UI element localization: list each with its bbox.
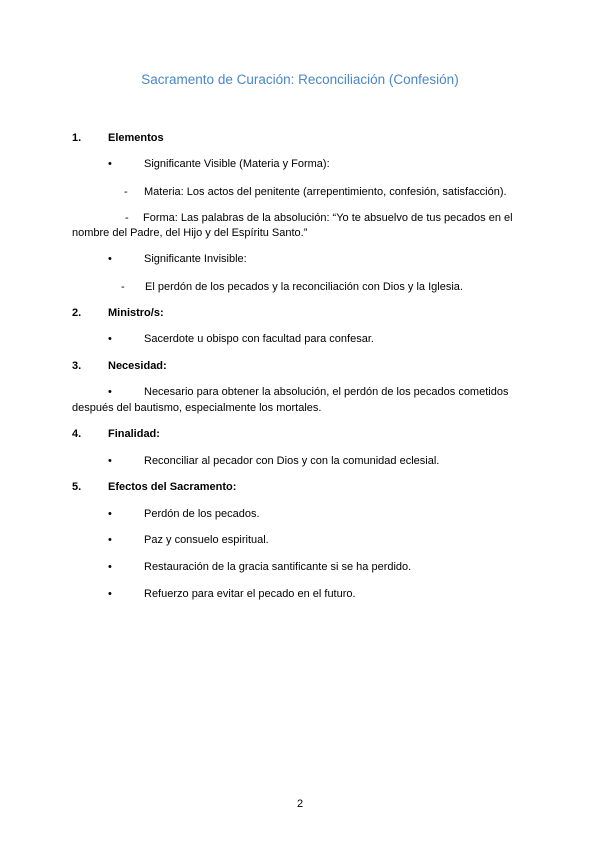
ministro-text: Sacerdote u obispo con facultad para confesar. [144,333,374,345]
elementos-invisible: Significante Invisible: [144,253,247,265]
page-number: 2 [296,798,304,810]
section-heading-finalidad: Finalidad: [108,428,160,440]
dash-marker: - [121,281,125,293]
section-heading-necesidad: Necesidad: [108,360,167,372]
bullet-marker: • [108,508,112,520]
bullet-marker: • [108,561,112,573]
section-number-2: 2. [72,307,82,319]
dash-marker: - [124,186,128,198]
efecto-item: Refuerzo para evitar el pecado en el futuro. [144,588,356,600]
section-number-3: 3. [72,360,82,372]
elementos-visible: Significante Visible (Materia y Forma): [144,158,330,170]
bullet-marker: • [108,534,112,546]
efecto-item: Paz y consuelo espiritual. [144,534,269,546]
elementos-invisible-detail: El perdón de los pecados y la reconciliación con Dios y la Iglesia. [145,281,463,293]
finalidad-text: Reconciliar al pecador con Dios y con la comunidad eclesial. [144,455,440,467]
section-heading-ministro: Ministro/s: [108,307,164,319]
elementos-materia: Materia: Los actos del penitente (arrepentimiento, confesión, satisfacción). [144,186,507,198]
bullet-marker: • [108,333,112,345]
necesidad-line1: Necesario para obtener la absolución, el perdón de los pecados cometidos [144,386,509,398]
section-number-4: 4. [72,428,82,440]
bullet-marker: • [108,455,112,467]
bullet-marker: • [108,158,112,170]
efecto-item: Restauración de la gracia santificante si se ha perdido. [144,561,412,573]
document-title: Sacramento de Curación: Reconciliación (Confesión) [141,72,459,87]
necesidad-line2: después del bautismo, especialmente los mortales. [72,402,322,414]
section-number-1: 1. [72,132,82,144]
section-number-5: 5. [72,481,82,493]
elementos-forma-line1: Forma: Las palabras de la absolución: “Yo te absuelvo de tus pecados en el [143,212,513,224]
section-heading-efectos: Efectos del Sacramento: [108,481,237,493]
elementos-forma-line2: nombre del Padre, del Hijo y del Espíritu Santo.” [72,227,308,239]
section-heading-elementos: Elementos [108,132,164,144]
efecto-item: Perdón de los pecados. [144,508,260,520]
bullet-marker: • [108,253,112,265]
bullet-marker: • [108,386,112,398]
dash-marker: - [125,212,129,224]
bullet-marker: • [108,588,112,600]
